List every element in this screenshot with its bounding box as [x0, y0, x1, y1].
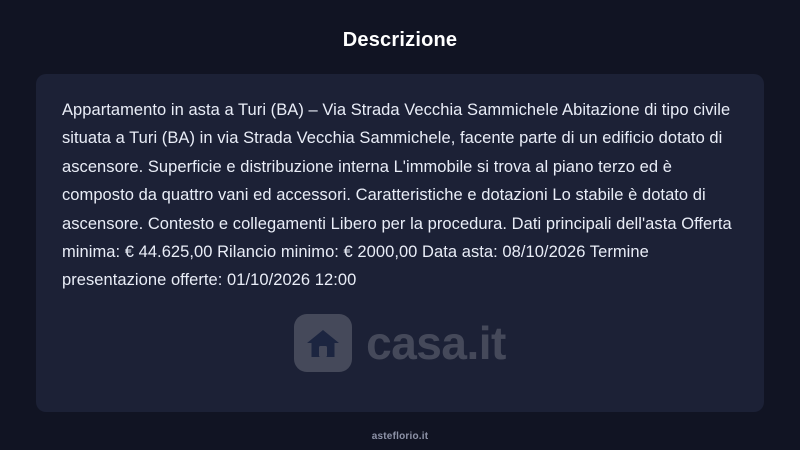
- watermark-label: casa.it: [366, 317, 506, 369]
- casa-it-watermark: [36, 314, 764, 372]
- description-card: [36, 74, 764, 412]
- house-icon: [294, 314, 352, 372]
- footer-source: asteflorio.it: [371, 431, 429, 442]
- page-title: Descrizione: [342, 29, 458, 51]
- description-text: Appartamento in asta a Turi (BA) – Via Strada Vecchia Sammichele Abitazione di tipo civile situata a Turi (BA) in via Strada Vecchia Sammichele, facente parte di un edificio dotato di ascensore. Superficie e distribuzione interna L'immobile si trova al piano terzo ed è composto da quattro vani ed accessori. Caratteristiche e dotazioni Lo stabile è dotato di ascensore. Contesto e collegamenti Libero per la procedura. Dati principali dell'asta Offerta minima: € 44.625,00 Rilancio minimo: € 2000,00 Data asta: 08/10/2026 Termine presentazione offerte: 01/10/2026 12:00: [62, 101, 732, 290]
